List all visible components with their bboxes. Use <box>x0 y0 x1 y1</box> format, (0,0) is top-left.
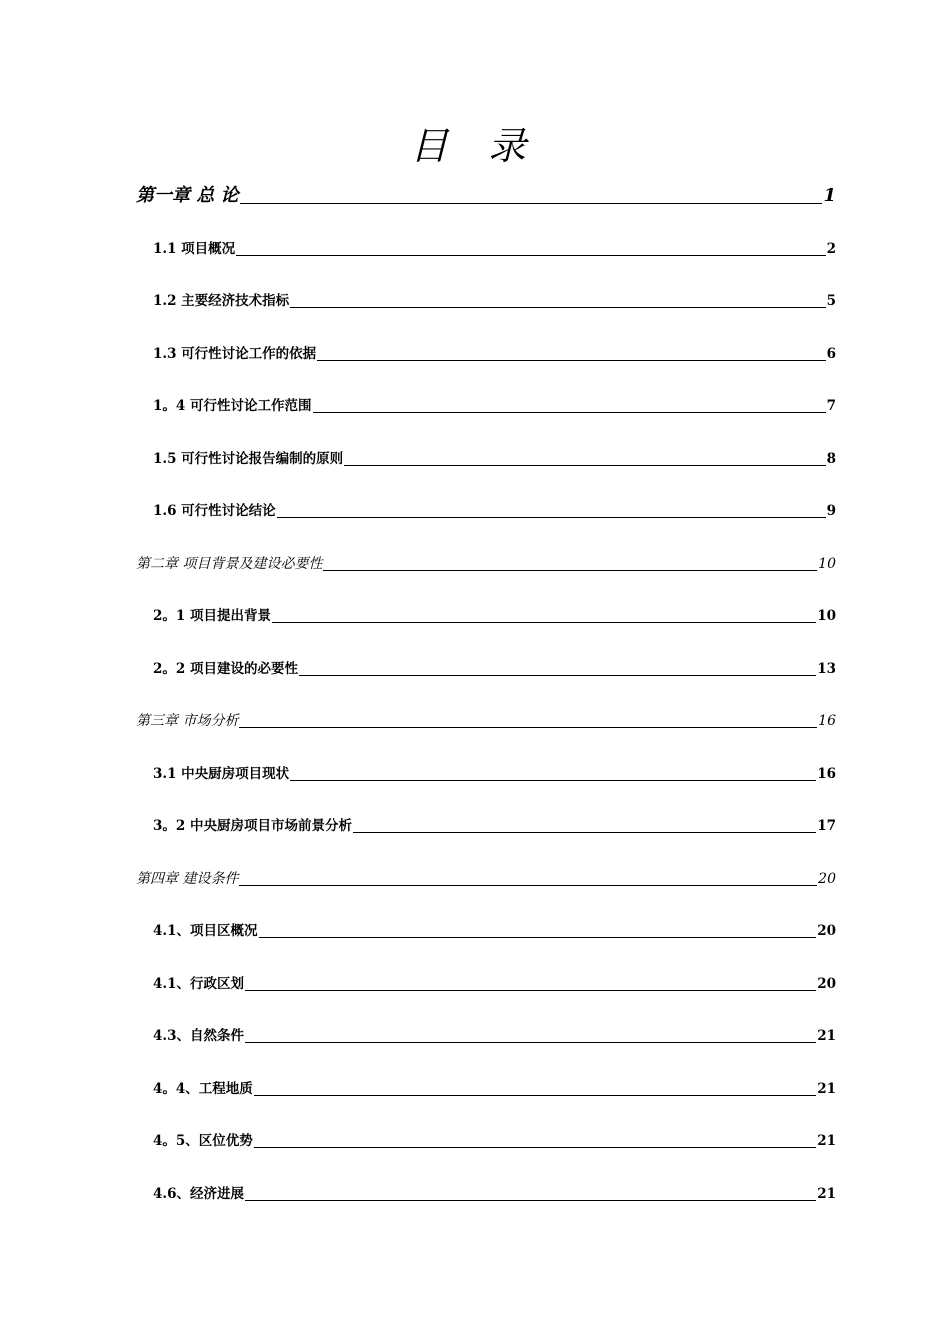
toc-entry[interactable] <box>153 345 836 363</box>
toc-entry-page: 20 <box>817 976 836 992</box>
toc-entry-label: 1。4 可行性讨论工作范围 <box>153 398 312 414</box>
toc-entry-label: 2。1 项目提出背景 <box>153 608 271 624</box>
toc-entry-label: 1.6 可行性讨论结论 <box>153 503 276 519</box>
dot-leader <box>245 1042 816 1043</box>
toc-entry-label: 4.1、行政区划 <box>153 976 244 992</box>
toc-entry-label: 第一章 总 论 <box>136 185 239 206</box>
toc-entry-page: 6 <box>826 346 836 362</box>
toc-entry-page: 10 <box>817 608 836 624</box>
toc-entry[interactable] <box>153 817 836 835</box>
toc-entry[interactable] <box>153 292 836 310</box>
toc-entry-label: 1.2 主要经济技术指标 <box>153 293 290 309</box>
toc-entry-page: 20 <box>818 871 836 887</box>
toc-entry-page: 9 <box>826 503 836 519</box>
toc-entry-page: 16 <box>817 766 836 782</box>
toc-entry-page: 20 <box>817 923 836 939</box>
dot-leader <box>254 1147 816 1148</box>
toc-entry-label: 1.1 项目概况 <box>153 241 236 257</box>
toc-entry-page: 21 <box>817 1028 836 1044</box>
toc-entry[interactable] <box>153 450 836 468</box>
dot-leader <box>277 517 826 518</box>
dot-leader <box>239 885 817 886</box>
toc-entry-label: 第三章 市场分析 <box>136 713 239 729</box>
dot-leader <box>240 203 823 204</box>
toc-entry[interactable] <box>153 1185 836 1203</box>
dot-leader <box>254 1095 816 1096</box>
toc-entry-page: 21 <box>817 1133 836 1149</box>
dot-leader <box>245 1200 816 1201</box>
toc-entry-page: 2 <box>826 241 836 257</box>
dot-leader <box>353 832 816 833</box>
toc-entry-page: 5 <box>826 293 836 309</box>
toc-entry[interactable] <box>153 1080 836 1098</box>
toc-entry[interactable] <box>136 870 836 888</box>
dot-leader <box>290 780 816 781</box>
toc-entry-label: 4。5、区位优势 <box>153 1133 253 1149</box>
toc-entry-label: 第二章 项目背景及建设必要性 <box>136 556 323 572</box>
dot-leader <box>313 412 826 413</box>
toc-entry-label: 4.1、项目区概况 <box>153 923 258 939</box>
toc-entry-page: 17 <box>817 818 836 834</box>
dot-leader <box>317 360 825 361</box>
toc-entry[interactable] <box>153 922 836 940</box>
toc-entry[interactable] <box>153 1132 836 1150</box>
toc-entry-page: 21 <box>817 1081 836 1097</box>
toc-entry[interactable] <box>136 555 836 573</box>
toc-entry-label: 4.6、经济进展 <box>153 1186 244 1202</box>
toc-entry-page: 8 <box>826 451 836 467</box>
dot-leader <box>323 570 817 571</box>
toc-entry-label: 3。2 中央厨房项目市场前景分析 <box>153 818 352 834</box>
dot-leader <box>299 675 816 676</box>
dot-leader <box>245 990 816 991</box>
toc-entry-label: 1.3 可行性讨论工作的依据 <box>153 346 317 362</box>
toc-entry[interactable] <box>153 975 836 993</box>
dot-leader <box>290 307 825 308</box>
toc-entry[interactable] <box>153 502 836 520</box>
toc-entry-page: 1 <box>823 185 836 206</box>
toc-entry[interactable] <box>153 240 836 258</box>
toc-entry[interactable] <box>153 660 836 678</box>
toc-entry-page: 16 <box>818 713 836 729</box>
toc-entry-page: 7 <box>826 398 836 414</box>
toc-entry-label: 3.1 中央厨房项目现状 <box>153 766 290 782</box>
dot-leader <box>239 727 817 728</box>
toc-entry-label: 4。4、工程地质 <box>153 1081 253 1097</box>
dot-leader <box>236 255 825 256</box>
toc-entry-page: 13 <box>817 661 836 677</box>
toc-entry[interactable] <box>136 185 836 207</box>
dot-leader <box>344 465 825 466</box>
toc-entry-page: 21 <box>817 1186 836 1202</box>
toc-entry[interactable] <box>153 765 836 783</box>
dot-leader <box>259 937 817 938</box>
toc-entry-label: 1.5 可行性讨论报告编制的原则 <box>153 451 344 467</box>
toc-entry-label: 2。2 项目建设的必要性 <box>153 661 298 677</box>
toc-title: 目 录 <box>409 124 541 168</box>
dot-leader <box>272 622 816 623</box>
toc-entry[interactable] <box>153 397 836 415</box>
toc-entry[interactable] <box>136 712 836 730</box>
toc-entry[interactable] <box>153 1027 836 1045</box>
toc-entry-label: 4.3、自然条件 <box>153 1028 244 1044</box>
toc-entry-label: 第四章 建设条件 <box>136 871 239 887</box>
toc-entry[interactable] <box>153 607 836 625</box>
toc-entry-page: 10 <box>818 556 836 572</box>
